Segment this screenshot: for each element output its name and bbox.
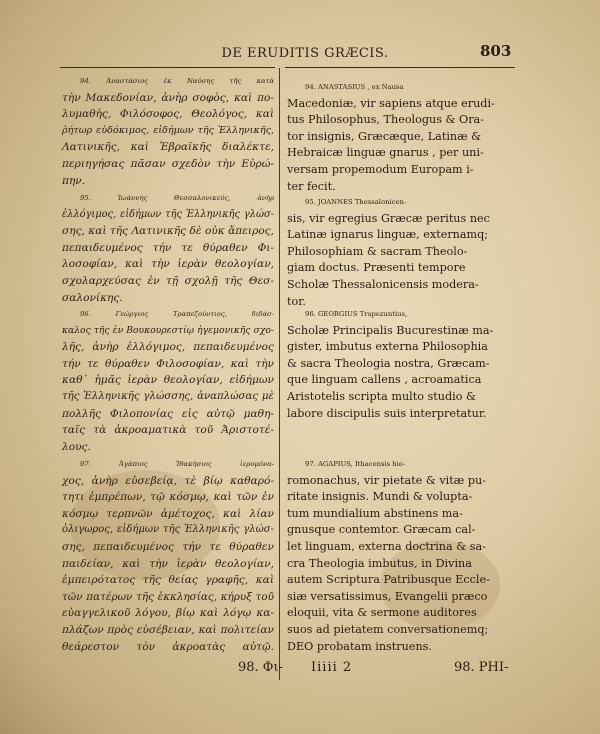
latin-line: Scholæ Thessalonicensis modera-	[287, 277, 479, 291]
greek-line: πολλῆς Φιλοπονίας εἰς αὐτῷ μαθη-	[62, 407, 274, 420]
latin-line: tor insignis, Græcæque, Latinæ &	[287, 129, 482, 143]
greek-line: τῆς Ἑλληνικῆς γλώσσης, ἀναπλώσας μὲ	[62, 390, 274, 402]
catchword-greek: 98. Φι-	[238, 660, 283, 675]
greek-line: λοσοφίαν, καὶ τὴν ἱερὰν θεολογίαν,	[62, 258, 274, 271]
greek-line: καθ᾽ ἡμᾶς ἱερὰν θεολογίαν, εἰδήμων	[62, 374, 274, 387]
greek-line: τήν τε θύραθεν Φιλοσοφίαν, καὶ τὴν	[62, 357, 274, 370]
greek-line: παιδείαν, καὶ τὴν ἱερὰν θεολογίαν,	[62, 557, 274, 570]
greek-line: Λατινικῆς, καὶ Ἑβραϊκῆς διαλέκτε,	[62, 141, 274, 154]
latin-line: & sacra Theologia nostra, Græcam-	[287, 356, 490, 370]
latin-entry-97	[287, 456, 517, 655]
greek-line: 95. Ἰωάννης Θεσσαλονικεύς, ἀνὴρ	[80, 194, 274, 202]
latin-line: gnusque contemtor. Græcam cal-	[287, 523, 476, 537]
greek-line: ἐμπειρότατος τῆς θείας γραφῆς, καὶ	[62, 574, 274, 587]
latin-line: labore discipulis suis interpretatur.	[287, 406, 487, 420]
catchword-latin: 98. PHI-	[454, 660, 509, 675]
latin-line: tum mundialium abstinens ma-	[287, 506, 463, 520]
greek-line: χος, ἀνὴρ εὐσεβείᾳ, τὲ βίῳ καθαρό-	[62, 474, 274, 487]
greek-line: περιηγήσας πᾶσαν σχεδὸν τὴν Εὐρώ-	[62, 157, 274, 170]
latin-line: romonachus, vir pietate & vitæ pu-	[287, 473, 486, 487]
greek-line: ὀλιγωρος, εἰδήμων τῆς Ἑλληνικῆς γλώσ-	[62, 524, 274, 536]
greek-line: ῥήτωρ εὐδόκιμος, εἰδήμων τῆς Ἑλληνικῆς,	[62, 124, 274, 136]
signature-mark: Iiiii 2	[311, 660, 353, 675]
greek-line: 96. Γεώργιος Τραπεζούντιος, διδάσ-	[80, 310, 274, 318]
greek-line: λῆς, ἀνὴρ ἐλλόγιμος, πεπαιδευμένος	[62, 341, 274, 354]
greek-entry-94	[62, 73, 274, 189]
latin-line: tor.	[287, 294, 306, 308]
latin-line: Scholæ Principalis Bucurestinæ ma-	[287, 323, 494, 337]
latin-line: 97. AGAPIUS, Ithacensis hie-	[305, 460, 406, 468]
greek-line: σης, καὶ τῆς Λατινικῆς δὲ οὐκ ἄπειρος,	[62, 225, 274, 238]
latin-line: ter fecit.	[287, 179, 336, 193]
page-number: 803	[480, 42, 512, 60]
latin-line: giam doctus. Præsenti tempore	[287, 261, 466, 275]
greek-line: τῶν πατέρων τῆς ἐκκλησίας, κήρυξ τοῦ	[62, 590, 274, 603]
latin-line: 95. JOANNES Thessalonicen-	[305, 198, 407, 206]
latin-line: 94. ANASTASIUS , ex Nausa	[305, 83, 404, 91]
greek-line: καλος τῆς ἐν Βουκουρεστίῳ ἡγεμονικῆς σχο-	[62, 324, 274, 336]
greek-line: εὐαγγελικοῦ λόγου, βίῳ καὶ λόγῳ κα-	[62, 607, 274, 620]
greek-line: ταῖς τὰ ἀκροαματικὰ τοῦ Ἀριστοτέ-	[62, 424, 274, 437]
latin-line: Philosophiam & sacram Theolo-	[287, 244, 468, 258]
greek-line: θεάρεστον τὸν ἀκροατὰς αὐτῷ.	[62, 640, 274, 653]
header-rule-left	[60, 67, 275, 68]
latin-line: let linguam, externa doctrina & sa-	[287, 539, 486, 553]
greek-line: 97. Ἀγάπιος Ἰθακήσιος ἱερομόνα-	[80, 460, 274, 468]
greek-line: πλάζων πρὸς εὐσέβειαν, καὶ πολιτείαν	[62, 623, 274, 636]
latin-entry-95	[287, 194, 517, 310]
greek-line: ἐλλόγιμος, εἰδήμων τῆς Ἑλληνικῆς γλώσ-	[62, 208, 274, 220]
latin-entry-94	[287, 79, 517, 195]
latin-line: autem Scriptura Patribusque Eccle-	[287, 573, 490, 587]
latin-line: versam propemodum Europam i-	[287, 162, 474, 176]
latin-line: tus Philosophus, Theologus & Ora-	[287, 113, 485, 127]
latin-line: Hebraicæ linguæ gnarus , per uni-	[287, 146, 484, 160]
latin-line: ritate insignis. Mundi & volupta-	[287, 490, 473, 504]
latin-line: Macedoniæ, vir sapiens atque erudi-	[287, 96, 495, 110]
greek-line: λους.	[62, 440, 91, 453]
greek-line: πην.	[62, 174, 86, 187]
latin-line: siæ versatissimus, Evangelii præco	[287, 589, 488, 603]
latin-line: que linguam callens , acroamatica	[287, 373, 482, 387]
latin-line: DEO probatam instruens.	[287, 639, 432, 653]
column-divider	[279, 68, 280, 680]
running-title: DE ERUDITIS GRÆCIS.	[221, 46, 389, 61]
greek-entry-95	[62, 190, 274, 306]
greek-entry-97	[62, 456, 274, 655]
greek-entry-96	[62, 306, 274, 455]
latin-line: eloquii, vita & sermone auditores	[287, 606, 477, 620]
latin-line: sis, vir egregius Græcæ peritus nec	[287, 211, 490, 225]
greek-line: τητι ἐμπρέπων, τῷ κόσμῳ, καὶ τῶν ἐν	[62, 491, 274, 504]
greek-line: λυμαθὴς, Φιλόσοφος, Θεολόγος, καὶ	[62, 108, 274, 121]
latin-line: cra Theologia imbutus, in Divina	[287, 556, 472, 570]
greek-line: σαλονίκης.	[62, 291, 123, 304]
greek-line: πεπαιδευμένος τήν τε θύραθεν Φι-	[62, 241, 274, 254]
greek-line: σης, πεπαιδευμένος τήν τε θύραθεν	[62, 540, 274, 553]
latin-line: suos ad pietatem conversationemq;	[287, 622, 489, 636]
latin-line: Latinæ ignarus linguæ, externamq;	[287, 228, 489, 242]
greek-line: σχολαρχεύσας ἐν τῇ σχολῇ τῆς Θεσ-	[62, 274, 274, 287]
header-rule-right	[285, 67, 515, 68]
greek-line: κόσμῳ τερπνῶν ἀμέτοχος, καὶ λίαν	[62, 507, 274, 520]
latin-line: gister, imbutus externa Philosophia	[287, 340, 488, 354]
greek-line: τὴν Μακεδονίαν, ἀνὴρ σοφὸς, καὶ πο-	[62, 91, 274, 104]
latin-line: Aristotelis scripta multo studio &	[287, 389, 476, 403]
greek-line: 94. Ἀναστάσιος ἐκ Ναύσης τῆς κατὰ	[80, 77, 274, 85]
latin-entry-96	[287, 306, 517, 422]
latin-line: 96. GEORGIUS Trapezuntius,	[305, 310, 408, 318]
